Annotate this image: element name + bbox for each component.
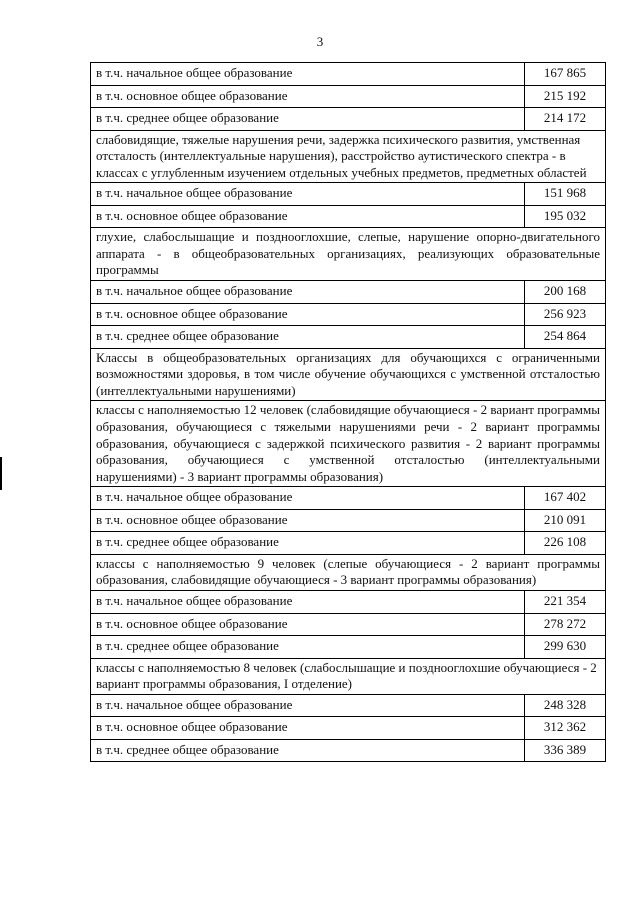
section-header-row xyxy=(91,130,606,183)
page-number: 3 xyxy=(316,34,324,49)
row-value: 278 272 xyxy=(525,613,606,636)
section-header-row xyxy=(91,658,606,694)
row-label: в т.ч. среднее общее образование xyxy=(91,532,525,555)
section-header-text: классы с наполняемостью 12 человек (слабовидящие обучающиеся - 2 вариант программы образования, обучающиеся с тяжелыми нарушениями речи - 2 вариант программы образования, обучающиеся с задержкой психического развития - 2 вариант программы образования, обучающиеся с умственной отсталостью (интеллектуальными нарушениями) - 3 вариант программы образования) xyxy=(91,401,606,487)
row-label: в т.ч. основное общее образование xyxy=(91,613,525,636)
row-label: в т.ч. основное общее образование xyxy=(91,717,525,740)
section-header-text: классы с наполняемостью 8 человек (слабослышащие и позднооглохшие обучающиеся - 2 вариант программы образования, I отделение) xyxy=(91,658,606,694)
row-value: 336 389 xyxy=(525,739,606,762)
row-label: в т.ч. основное общее образование xyxy=(91,303,525,326)
table-row xyxy=(91,694,606,717)
section-header-text: Классы в общеобразовательных организациях для обучающихся с ограниченными возможностями здоровья, в том числе обучение обучающихся с умственной отсталостью (интеллектуальными нарушениями) xyxy=(91,348,606,401)
row-label: в т.ч. начальное общее образование xyxy=(91,591,525,614)
table-row xyxy=(91,303,606,326)
section-header-row xyxy=(91,348,606,401)
row-value: 221 354 xyxy=(525,591,606,614)
row-label: в т.ч. среднее общее образование xyxy=(91,108,525,131)
margin-mark xyxy=(0,457,2,490)
table-row xyxy=(91,63,606,86)
section-header-row xyxy=(91,401,606,487)
table-row xyxy=(91,326,606,349)
row-value: 167 865 xyxy=(525,63,606,86)
section-header-row xyxy=(91,554,606,590)
row-value: 167 402 xyxy=(525,487,606,510)
row-label: в т.ч. начальное общее образование xyxy=(91,694,525,717)
section-header-text: глухие, слабослышащие и позднооглохшие, слепые, нарушение опорно-двигательного аппарата - в общеобразовательных организациях, реализующих образовательные программы xyxy=(91,228,606,281)
table-row xyxy=(91,613,606,636)
table-row xyxy=(91,183,606,206)
section-header-text: классы с наполняемостью 9 человек (слепые обучающиеся - 2 вариант программы образования, слабовидящие обучающиеся - 3 вариант программы образования) xyxy=(91,554,606,590)
row-value: 254 864 xyxy=(525,326,606,349)
row-label: в т.ч. основное общее образование xyxy=(91,85,525,108)
row-value: 256 923 xyxy=(525,303,606,326)
row-label: в т.ч. среднее общее образование xyxy=(91,326,525,349)
row-value: 210 091 xyxy=(525,509,606,532)
table-row xyxy=(91,636,606,659)
row-value: 214 172 xyxy=(525,108,606,131)
table-row xyxy=(91,487,606,510)
table-row xyxy=(91,509,606,532)
row-value: 299 630 xyxy=(525,636,606,659)
row-label: в т.ч. среднее общее образование xyxy=(91,739,525,762)
row-label: в т.ч. основное общее образование xyxy=(91,509,525,532)
row-value: 226 108 xyxy=(525,532,606,555)
table-row xyxy=(91,591,606,614)
row-value: 195 032 xyxy=(525,205,606,228)
table-row xyxy=(91,85,606,108)
table-row xyxy=(91,532,606,555)
row-label: в т.ч. начальное общее образование xyxy=(91,281,525,304)
row-value: 215 192 xyxy=(525,85,606,108)
table-row xyxy=(91,281,606,304)
table-row xyxy=(91,717,606,740)
table-row xyxy=(91,108,606,131)
section-header-row xyxy=(91,228,606,281)
row-label: в т.ч. начальное общее образование xyxy=(91,487,525,510)
table-row xyxy=(91,205,606,228)
row-label: в т.ч. начальное общее образование xyxy=(91,63,525,86)
row-value: 200 168 xyxy=(525,281,606,304)
row-label: в т.ч. начальное общее образование xyxy=(91,183,525,206)
cost-table xyxy=(90,62,606,762)
cost-table-body xyxy=(91,63,606,762)
table-row xyxy=(91,739,606,762)
section-header-text: слабовидящие, тяжелые нарушения речи, задержка психического развития, умственная отсталость (интеллектуальные нарушения), расстройство аутистического спектра - в классах с углубленным изучением отдельных учебных предметов, предметных областей xyxy=(91,130,606,183)
row-label: в т.ч. основное общее образование xyxy=(91,205,525,228)
row-label: в т.ч. среднее общее образование xyxy=(91,636,525,659)
row-value: 248 328 xyxy=(525,694,606,717)
row-value: 151 968 xyxy=(525,183,606,206)
row-value: 312 362 xyxy=(525,717,606,740)
